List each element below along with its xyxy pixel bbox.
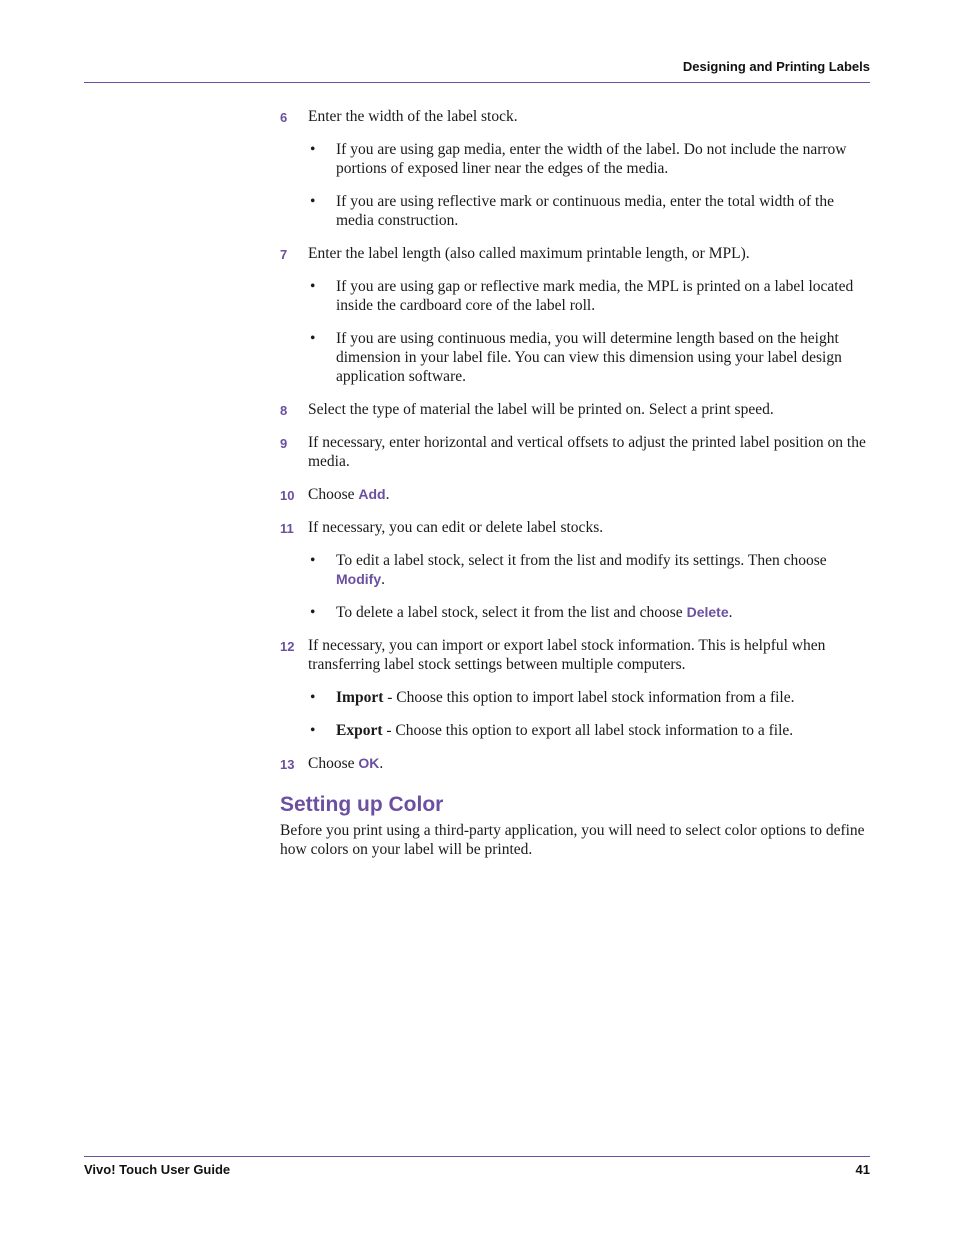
import-term: Import [336,689,384,706]
bullet-icon: • [310,330,316,347]
list-item [280,721,870,740]
bullet-icon: • [310,722,316,739]
step-number: 10 [280,488,295,503]
step-text: Select the type of material the label will be printed on. Select a print speed. [308,401,774,418]
bullet-icon: • [310,552,316,569]
list-item [280,140,870,178]
bullet-text: If you are using continuous media, you will determine length based on the height dimension in your label file. You can view this dimension using your label design application software. [336,330,842,385]
bullet-text: If you are using gap or reflective mark media, the MPL is printed on a label located inside the cardboard core of the label roll. [336,278,854,314]
step-12 [280,636,870,674]
list-item [280,603,870,622]
step-text: Enter the label length (also called maximum printable length, or MPL). [308,245,750,262]
step-text: Choose [308,486,359,503]
step-12-bullets [280,688,870,740]
step-number: 12 [280,639,295,654]
bullet-icon: • [310,689,316,706]
list-item [280,277,870,315]
bullet-text: To edit a label stock, select it from the list and modify its settings. Then choose [336,552,827,569]
bullet-text: To delete a label stock, select it from the list and choose [336,604,687,621]
bullet-text: - Choose this option to export all label stock information to a file. [382,722,794,739]
step-10 [280,485,870,504]
bullet-icon: • [310,141,316,158]
running-header: Designing and Printing Labels [682,59,870,74]
footer-guide-title: Vivo! Touch User Guide [84,1162,231,1177]
step-number: 7 [280,247,288,262]
bullet-text: If you are using gap media, enter the width of the label. Do not include the narrow portions of exposed liner near the edges of the media. [336,141,847,177]
bullet-text: - Choose this option to import label stock information from a file. [383,689,795,706]
step-number: 13 [280,757,295,772]
step-6 [280,107,870,126]
step-number: 11 [280,521,294,536]
ok-ui-label: OK [358,755,380,771]
page-number: 41 [855,1162,870,1177]
step-9 [280,433,870,471]
list-item [280,329,870,386]
step-8 [280,400,870,419]
export-term: Export [336,722,383,739]
section-heading: Setting up Color [280,793,444,816]
list-item [280,551,870,589]
punctuation: . [728,604,733,621]
bullet-icon: • [310,193,316,210]
punctuation: . [381,571,385,588]
punctuation: . [379,755,384,772]
add-ui-label: Add [358,486,386,502]
step-text: Choose [308,755,359,772]
step-11 [280,518,870,537]
list-item [280,192,870,230]
step-7 [280,244,870,263]
modify-ui-label: Modify [336,571,382,587]
delete-ui-label: Delete [686,604,729,620]
step-13 [280,754,870,773]
section-body: Before you print using a third-party application, you will need to select color options to define how colors on your label will be printed. [280,822,865,858]
step-number: 6 [280,110,288,125]
step-number: 9 [280,436,288,451]
page-content [280,107,870,859]
step-number: 8 [280,403,288,418]
header-divider [84,82,870,83]
list-item [280,688,870,707]
step-7-bullets [280,277,870,386]
step-11-bullets [280,551,870,622]
step-text: If necessary, you can import or export label stock information. This is helpful when transferring label stock settings between multiple computers. [308,637,826,673]
step-text: If necessary, you can edit or delete label stocks. [308,519,604,536]
punctuation: . [385,486,390,503]
bullet-text: If you are using reflective mark or continuous media, enter the total width of the media construction. [336,193,834,229]
step-6-bullets [280,140,870,230]
step-text: If necessary, enter horizontal and vertical offsets to adjust the printed label position on the media. [308,434,866,470]
bullet-icon: • [310,604,316,621]
footer-divider [84,1156,870,1157]
bullet-icon: • [310,278,316,295]
step-text: Enter the width of the label stock. [308,108,518,125]
